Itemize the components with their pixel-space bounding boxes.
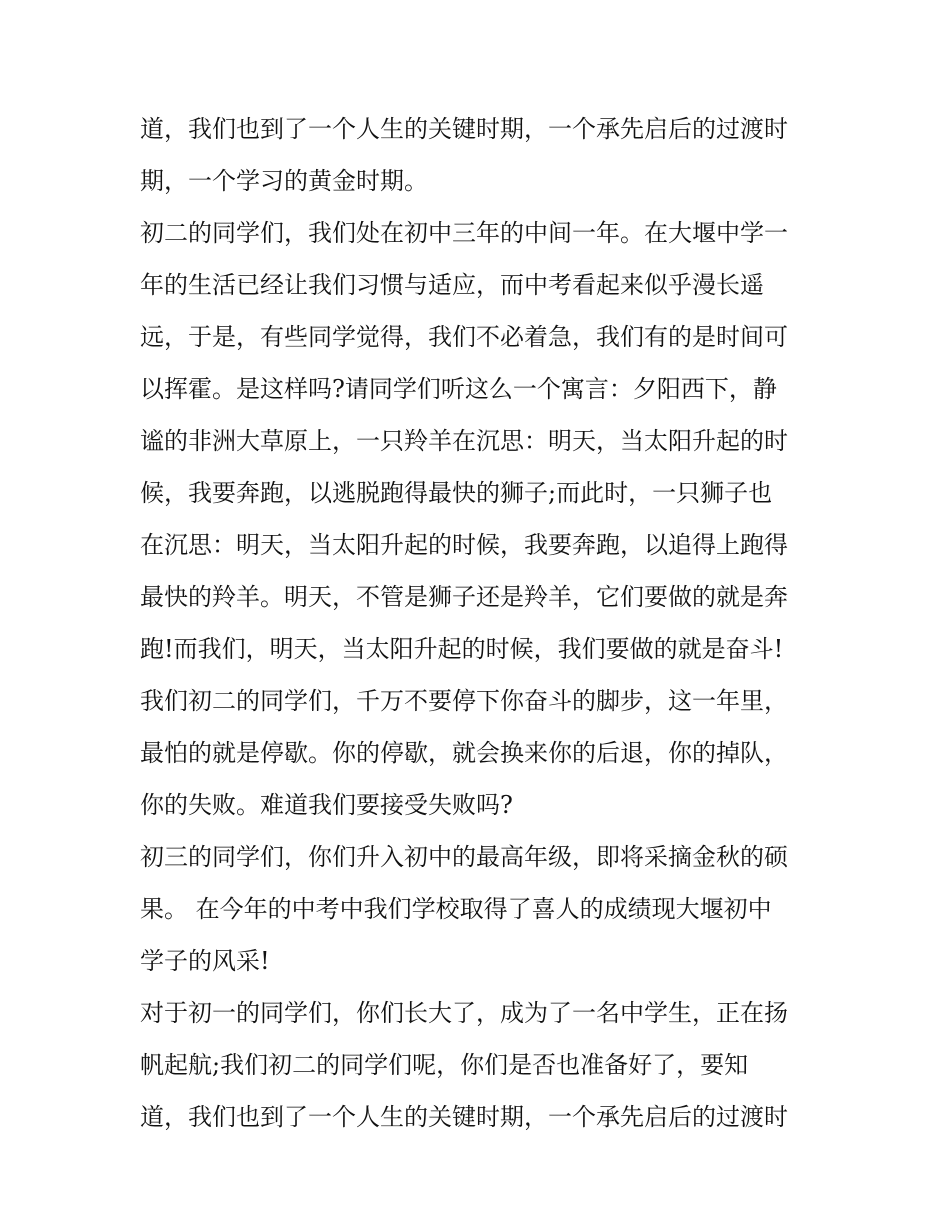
text-line: 道，我们也到了一个人生的关键时期，一个承先启后的过渡时 — [140, 115, 788, 143]
text-line: 帆起航;我们初二的同学们呢，你们是否也准备好了，要知 — [140, 1051, 749, 1079]
text-line: 期，一个学习的黄金时期。 — [140, 167, 428, 195]
text-line: 初三的同学们，你们升入初中的最高年级，即将采摘金秋的硕 — [140, 843, 788, 871]
text-line: 最快的羚羊。明天，不管是狮子还是羚羊，它们要做的就是奔 — [140, 583, 788, 611]
text-line: 远，于是，有些同学觉得，我们不必着急，我们有的是时间可 — [140, 323, 788, 351]
text-line: 学子的风采! — [140, 947, 270, 975]
text-line: 对于初一的同学们，你们长大了，成为了一名中学生，正在扬 — [140, 999, 788, 1027]
text-line: 我们初二的同学们，千万不要停下你奋斗的脚步，这一年里， — [140, 687, 788, 715]
text-line: 果。 在今年的中考中我们学校取得了喜人的成绩现大堰初中 — [140, 895, 772, 923]
text-line: 初二的同学们，我们处在初中三年的中间一年。在大堰中学一 — [140, 219, 788, 247]
text-line: 年的生活已经让我们习惯与适应，而中考看起来似乎漫长遥 — [140, 271, 764, 299]
text-line: 道，我们也到了一个人生的关键时期，一个承先启后的过渡时 — [140, 1103, 788, 1131]
text-line: 以挥霍。是这样吗?请同学们听这么一个寓言：夕阳西下，静 — [140, 375, 777, 403]
text-line: 候，我要奔跑，以逃脱跑得最快的狮子;而此时，一只狮子也 — [140, 479, 773, 507]
text-line: 最怕的就是停歇。你的停歇，就会换来你的后退，你的掉队， — [140, 739, 788, 767]
text-line: 跑!而我们，明天，当太阳升起的时候，我们要做的就是奋斗! — [140, 635, 784, 663]
text-line: 你的失败。难道我们要接受失败吗? — [140, 791, 513, 819]
text-line: 谧的非洲大草原上，一只羚羊在沉思：明天，当太阳升起的时 — [140, 427, 788, 455]
text-line: 在沉思：明天，当太阳升起的时候，我要奔跑，以追得上跑得 — [140, 531, 788, 559]
